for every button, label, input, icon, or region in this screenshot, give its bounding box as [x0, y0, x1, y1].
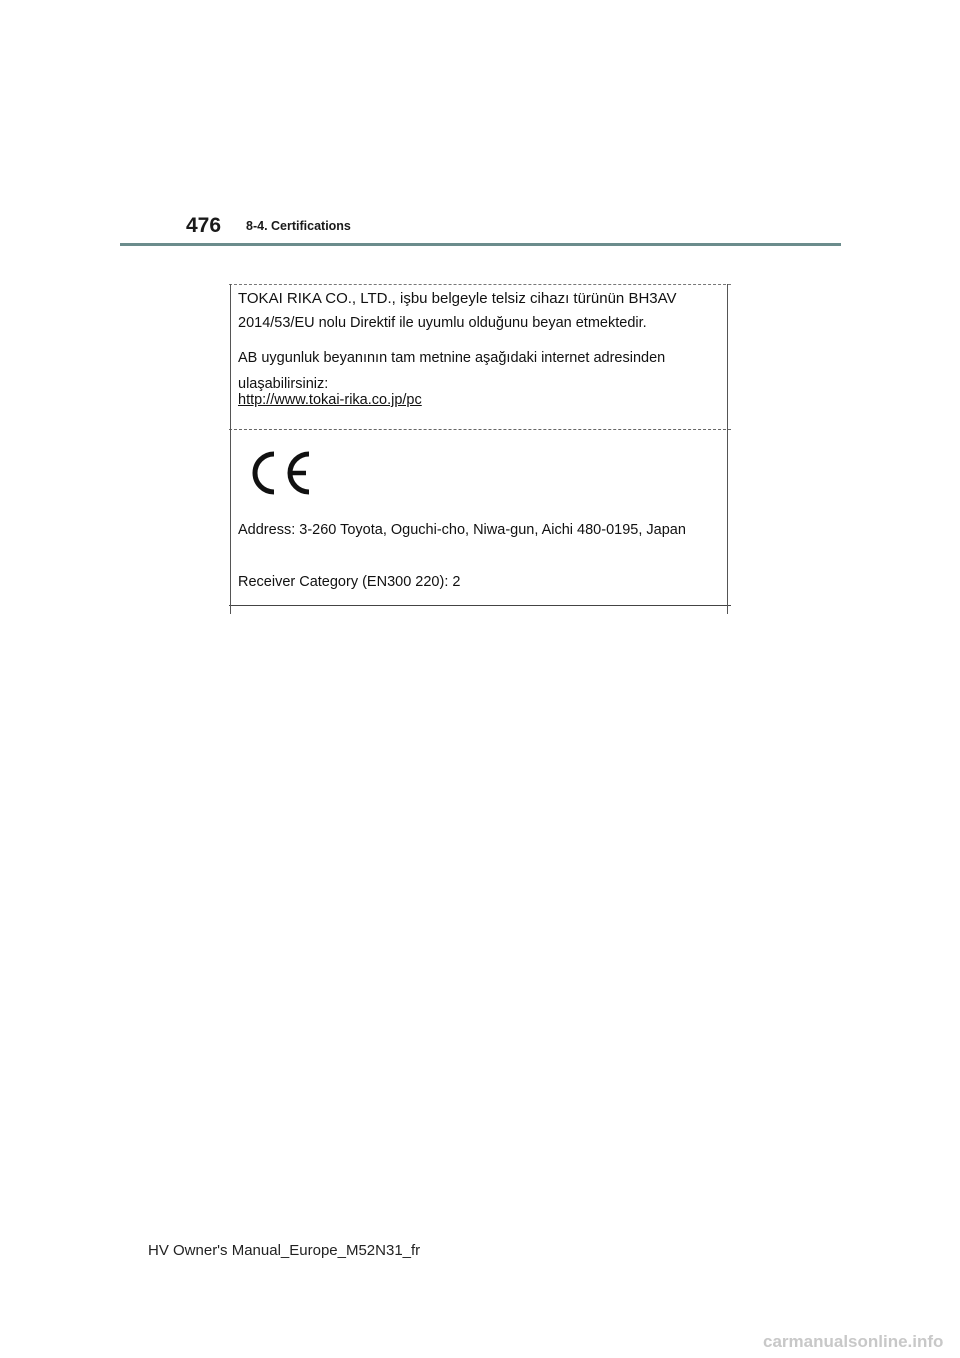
- manufacturer-address: Address: 3-260 Toyota, Oguchi-cho, Niwa-gun, Aichi 480-0195, Japan: [238, 522, 686, 538]
- receiver-category: Receiver Category (EN300 220): 2: [238, 574, 461, 590]
- header-divider: [120, 243, 841, 246]
- availability-line-2: ulaşabilirsiniz:: [238, 376, 329, 392]
- label-bottom-border: [229, 605, 731, 606]
- label-right-border: [727, 284, 728, 614]
- declaration-line-1: TOKAI RIKA CO., LTD., işbu belgeyle telsiz cihazı türünün BH3AV: [238, 290, 677, 307]
- ce-mark-icon: [246, 450, 316, 496]
- site-watermark: carmanualsonline.info: [763, 1332, 944, 1351]
- declaration-line-2: 2014/53/EU nolu Direktif ile uyumlu olduğunu beyan etmektedir.: [238, 315, 647, 331]
- manual-footer: HV Owner's Manual_Europe_M52N31_fr: [148, 1242, 421, 1259]
- section-title: 8-4. Certifications: [246, 219, 351, 233]
- declaration-url[interactable]: http://www.tokai-rika.co.jp/pc: [238, 392, 422, 408]
- label-top-border: [229, 284, 731, 285]
- label-middle-divider: [229, 429, 731, 430]
- page-number: 476: [186, 214, 222, 237]
- label-left-border: [230, 284, 231, 614]
- certification-label: [229, 284, 731, 606]
- availability-line-1: AB uygunluk beyanının tam metnine aşağıdaki internet adresinden: [238, 350, 666, 366]
